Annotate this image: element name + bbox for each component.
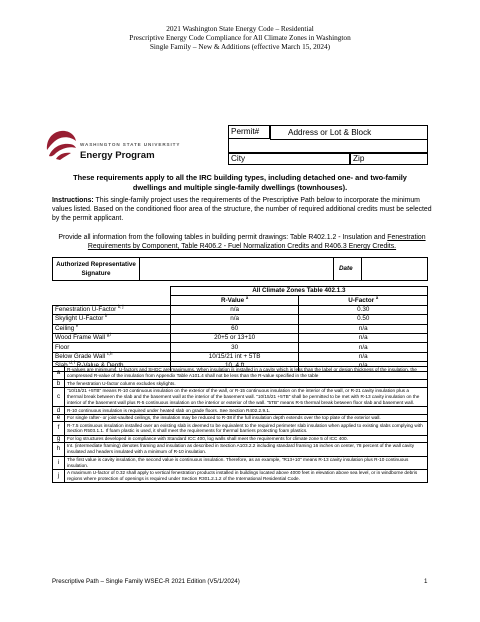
instructions-paragraph — [52, 197, 432, 224]
row-rvalue: 20+5 or 13+10 — [170, 333, 299, 342]
footnote-text: The fenestration U-factor column excludes skylights. — [65, 380, 428, 388]
footnote-row — [53, 367, 428, 380]
row-label: Below Grade Wall $^{c,h}$ — [53, 352, 171, 361]
footnote-row — [53, 414, 428, 422]
footnote-row — [53, 456, 428, 469]
footnote-key: a — [53, 367, 65, 380]
instructions-text: This single-family project uses the requirements of the Prescriptive Path below to incorporate the minimum values listed. Based on the conditioned floor area of the structure, the number of required additional credits must be selected by the permit applicant. — [52, 197, 432, 222]
footnote-key: h — [53, 443, 65, 456]
footnote-text: The first value is cavity insulation, the second value is continuous insulation. Therefore, as an example, "R13+10" means R-13 cavity insulation plus R-10 continuous insulation. — [65, 456, 428, 469]
footnote-key: f — [53, 422, 65, 435]
address-field[interactable] — [270, 125, 428, 140]
energy-program-name: Energy Program — [80, 150, 155, 161]
zip-field[interactable] — [350, 152, 428, 165]
row-rvalue: 30 — [170, 343, 299, 352]
footnote-text: R-values are minimums. U-factors and SHGC are maximums. When insulation is installed in a cavity which is less than the label or design thickness of the insulation, the compressed R-value of the insulation from Appendix Table A101.4 shall not be less than the R-value specified in the table — [65, 367, 428, 380]
zip-label: Zip — [353, 154, 365, 163]
doc-title-line1: 2021 Washington State Energy Code – Residential — [166, 24, 314, 33]
permit-label: Permit# — [231, 127, 260, 136]
row-label: Floor — [53, 343, 171, 352]
city-label: City — [231, 154, 246, 163]
date-label: Date — [339, 265, 353, 272]
footnote-key: b — [53, 380, 65, 388]
footnote-row — [53, 422, 428, 435]
footnote-row — [53, 380, 428, 388]
col-header-ufactor: U-Factor $^a$ — [299, 296, 428, 305]
footnote-row — [53, 443, 428, 456]
row-rvalue: n/a — [170, 315, 299, 324]
footnote-text: "10/15/21 +5TB" means R-10 continuous insulation on the exterior of the wall, or R-15 continuous insulation on the interior of the wall, or R-21 cavity insulation plus a thermal break between the slab and the basement wall at the interior of the basement wall. "10/15/21 +5TB" shall be permitted to be met with R-13 cavity insulation on the interior of the basement wall plus R-5 continuous insulation on the interior or exterior of the wall. "5TB" means R-5 thermal break between floor slab and basement wall. — [65, 387, 428, 406]
footnote-text: Int. (intermediate framing) denotes framing and insulation as described in Section A103.2.2 including standard framing 16 inches on center, 78 percent of the wall cavity insulated and headers insulated with a minimum of R-10 insulation. — [65, 443, 428, 456]
row-label: Ceiling $^e$ — [53, 324, 171, 333]
row-ufactor: n/a — [299, 343, 428, 352]
city-field[interactable] — [228, 152, 350, 165]
footnote-text: R-10 continuous insulation is required under heated slab on grade floors. See Section R402.2.9.1. — [65, 407, 428, 415]
doc-title-line3: Single Family – New & Additions (effective March 15, 2024) — [149, 42, 331, 51]
address-label: Address or Lot & Block — [288, 128, 372, 137]
col-header-rvalue: R-Value $^a$ — [170, 296, 299, 305]
footnote-row — [53, 469, 428, 482]
requirements-statement: These requirements apply to all the IRC building types, including detached one- and two-family dwellings and multiple single-family dwellings (townhouses). — [73, 173, 407, 192]
wsu-name: WASHINGTON STATE UNIVERSITY — [80, 142, 181, 147]
page-number: 1 — [424, 578, 428, 585]
wsu-logo-icon — [44, 126, 78, 167]
footer-text: Prescriptive Path – Single Family WSEC-R 2021 Edition (V5/1/2024) — [52, 578, 240, 585]
table-title: All Climate Zones Table 402.1.3 — [170, 287, 427, 296]
row-ufactor: n/a — [299, 352, 428, 361]
footnote-row — [53, 387, 428, 406]
provide-text: Provide all information from the following tables in building permit drawings: Table R402.1.2 - Insulation and — [58, 234, 388, 241]
date-field[interactable] — [362, 258, 427, 280]
row-label: Wood Frame Wall $^{g,i}$ — [53, 333, 171, 342]
row-ufactor: 0.50 — [299, 315, 428, 324]
row-rvalue: 10, 4 ft — [170, 362, 299, 371]
instructions-label: Instructions: — [52, 197, 94, 204]
table-row — [53, 333, 428, 342]
footnote-text: A maximum U-factor of 0.32 shall apply to vertical fenestration products installed in buildings located above 4000 feet in elevation above sea level, or in windborne debris regions where protection of openings is required under Section R301.2.1.2 of the International Residential Code. — [65, 469, 428, 482]
footnote-row — [53, 407, 428, 415]
row-rvalue: 10/15/21 int + 5TB — [170, 352, 299, 361]
footnote-key: i — [53, 456, 65, 469]
doc-title-line2: Prescriptive Energy Code Compliance for All Climate Zones in Washington — [129, 33, 351, 42]
footnote-key: c — [53, 387, 65, 406]
row-rvalue: n/a — [170, 305, 299, 314]
footnote-key: j — [53, 469, 65, 482]
footnote-key: g — [53, 435, 65, 443]
signature-row — [52, 257, 428, 281]
footnotes-table — [52, 366, 428, 483]
row-ufactor: 0.30 — [299, 305, 428, 314]
row-label: Skylight U-Factor $^b$ — [53, 315, 171, 324]
row-rvalue: 60 — [170, 324, 299, 333]
row-ufactor: n/a — [299, 333, 428, 342]
footnote-key: e — [53, 414, 65, 422]
row-label: Slab $^{d, f}$ R-Value & Depth — [53, 362, 171, 371]
signature-label-line1: Authorized Representative — [56, 261, 136, 268]
table-row — [53, 352, 428, 361]
provide-underlined: Fenestration Requirements by Component, Table R406.2 - Fuel Normalization Credits and R406.3 Energy Credits. — [87, 234, 426, 250]
table-row — [53, 305, 428, 314]
signature-label-line2: Signature — [81, 270, 111, 277]
footnote-key: d — [53, 407, 65, 415]
signature-label — [55, 260, 137, 278]
footnote-text: For log structures developed in compliance with Standard ICC 400, log walls shall meet the requirements for climate zone 5 of ICC 400. — [65, 435, 428, 443]
footnote-text: For single rafter- or joist-vaulted ceilings, the insulation may be reduced to R-38 if the full insulation depth extends over the top plate of the exterior wall. — [65, 414, 428, 422]
provide-paragraph — [50, 233, 434, 251]
component-table — [52, 286, 428, 372]
signature-field[interactable] — [140, 258, 333, 280]
row-ufactor: n/a — [299, 324, 428, 333]
row-ufactor: n/a — [299, 362, 428, 371]
footnote-text: R-7.5 continuous insulation installed over an existing slab is deemed to be equivalent to the required perimeter slab insulation when applied to existing slabs complying with Section R503.1.1. If foam plastic is used, it shall meet the requirements for thermal barriers protecting foam plastics. — [65, 422, 428, 435]
table-row — [53, 315, 428, 324]
footnote-row — [53, 435, 428, 443]
row-label: Fenestration U-Factor $^{b, j}$ — [53, 305, 171, 314]
